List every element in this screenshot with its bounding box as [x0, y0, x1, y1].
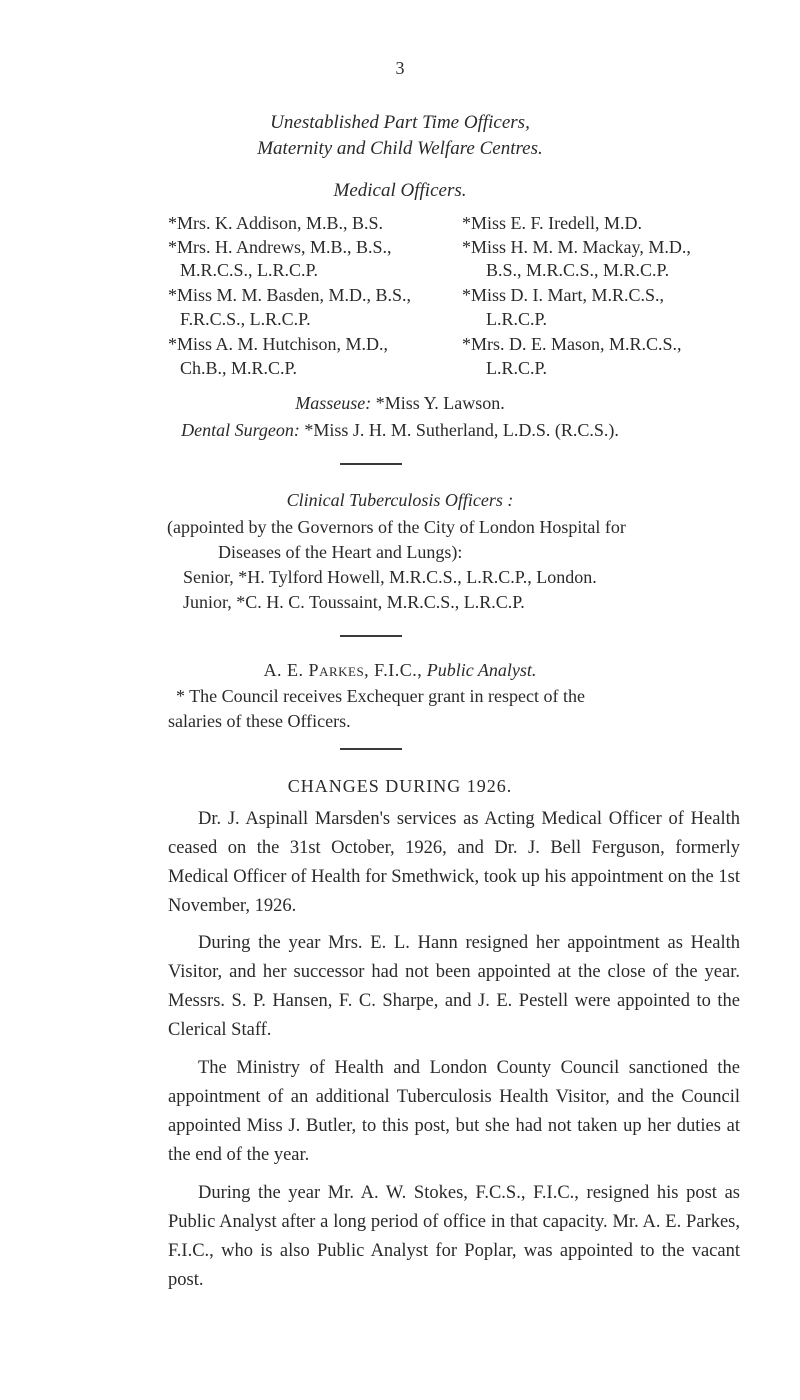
officer-right-4: *Mrs. D. E. Mason, M.R.C.S., [462, 334, 682, 354]
page-number: 3 [395, 58, 405, 78]
officer-right-1: *Miss E. F. Iredell, M.D. [462, 213, 643, 233]
paragraph-2: During the year Mrs. E. L. Hann resigned her appointment as Health Visitor, and her successor had not been appointed at the close of the year. Messrs. S. P. Hansen, F. C. Sharpe, and J. E. Pestell were appointed to the Clerical Staff. [168, 933, 740, 1040]
divider-1 [340, 463, 402, 465]
paragraph-1: Dr. J. Aspinall Marsden's services as Acting Medical Officer of Health ceased on the 31st October, 1926, and Dr. J. Bell Ferguson, formerly Medical Officer of Health for Smethwick, took up his appointment on the 1st November, 1926. [168, 809, 740, 916]
tb-note-line-1: (appointed by the Governors of the City of London Hospital for [167, 517, 626, 537]
officer-left-2: *Mrs. H. Andrews, M.B., B.S., [168, 237, 392, 257]
officer-left-1: *Mrs. K. Addison, M.B., B.S. [168, 213, 384, 233]
tb-senior: Senior, *H. Tylford Howell, M.R.C.S., L.R.C.P., London. [183, 567, 597, 587]
changes-heading: CHANGES DURING 1926. [287, 776, 513, 796]
dental-line [0, 420, 800, 441]
analyst-name: A. E. Parkes, F.I.C., [263, 660, 423, 680]
officer-left-2-cont: M.R.C.S., L.R.C.P. [180, 260, 319, 280]
divider-3 [340, 748, 402, 750]
analyst-line [0, 660, 800, 681]
officer-left-3-cont: F.R.C.S., L.R.C.P. [180, 309, 311, 329]
tb-heading: Clinical Tuberculosis Officers : [286, 490, 514, 510]
officer-right-4-cont: L.R.C.P. [486, 358, 548, 378]
masseuse-line [0, 393, 800, 414]
officer-right-3: *Miss D. I. Mart, M.R.C.S., [462, 285, 665, 305]
officer-left-4: *Miss A. M. Hutchison, M.D., [168, 334, 389, 354]
title-line-1: Unestablished Part Time Officers, [270, 112, 530, 133]
tb-junior: Junior, *C. H. C. Toussaint, M.R.C.S., L.R.C.P. [183, 592, 525, 612]
officer-right-2: *Miss H. M. M. Mackay, M.D., [462, 237, 691, 257]
tb-note-line-2: Diseases of the Heart and Lungs): [218, 542, 463, 562]
officer-left-3: *Miss M. M. Basden, M.D., B.S., [168, 285, 412, 305]
dental-name: *Miss J. H. M. Sutherland, L.D.S. (R.C.S.). [304, 420, 619, 440]
masseuse-label: Masseuse: [295, 393, 372, 413]
analyst-title: Public Analyst. [426, 660, 537, 680]
officer-right-2-cont: B.S., M.R.C.S., M.R.C.P. [486, 260, 670, 280]
title-line-2: Maternity and Child Welfare Centres. [257, 138, 543, 159]
exchequer-note-line-1: * The Council receives Exchequer grant in respect of the [176, 686, 586, 706]
exchequer-note-line-2: salaries of these Officers. [168, 711, 351, 731]
officer-left-4-cont: Ch.B., M.R.C.P. [180, 358, 298, 378]
medical-officers-heading: Medical Officers. [333, 180, 467, 201]
masseuse-name: *Miss Y. Lawson. [375, 393, 505, 413]
officer-right-3-cont: L.R.C.P. [486, 309, 548, 329]
paragraph-4: During the year Mr. A. W. Stokes, F.C.S., F.I.C., resigned his post as Public Analyst after a long period of office in that capacity. Mr. A. E. Parkes, F.I.C., who is also Public Analyst for Poplar, was appointed to the vacant post. [168, 1183, 740, 1290]
paragraph-3: The Ministry of Health and London County Council sanctioned the appointment of an additional Tuberculosis Health Visitor, and the Council appointed Miss J. Butler, to this post, but she had not taken up her duties at the end of the year. [168, 1058, 740, 1165]
dental-label: Dental Surgeon: [181, 420, 300, 440]
divider-2 [340, 635, 402, 637]
